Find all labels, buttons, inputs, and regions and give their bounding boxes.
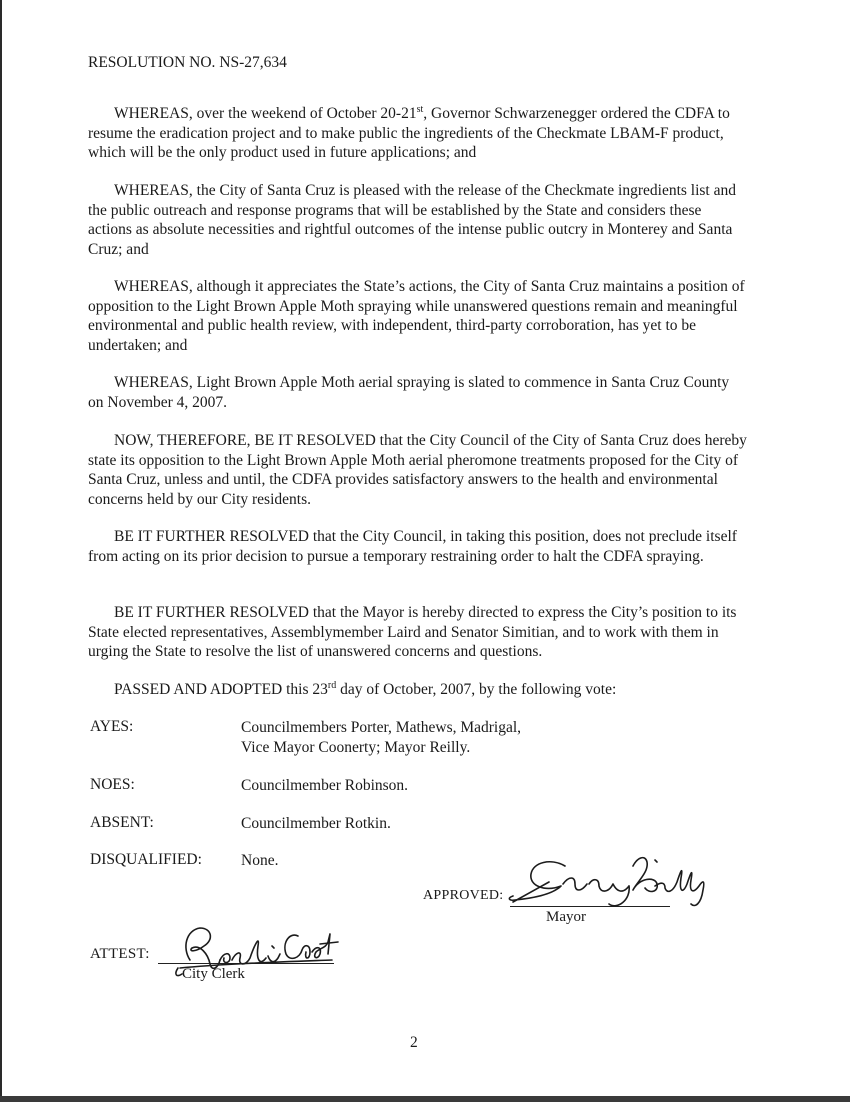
mayor-title: Mayor	[546, 909, 586, 925]
approved-label: APPROVED:	[423, 888, 504, 903]
ayes-label: AYES:	[90, 718, 134, 735]
disqualified-names: None.	[241, 852, 279, 869]
resolved-paragraph-3: BE IT FURTHER RESOLVED that the Mayor is hereby directed to express the City’s position to its State elected representatives, Assemblymember Laird and Senator Simitian, and to work with them in urging the State to resolve the list of unanswered concerns and questions.	[88, 604, 737, 660]
whereas-paragraph-1: WHEREAS, over the weekend of October 20-21st, Governor Schwarzenegger ordered the CDFA to resume the eradication project and to make public the ingredients of the Checkmate LBAM-F product, which will be the only product used in future applications; and	[88, 103, 730, 161]
passed-adopted-paragraph: PASSED AND ADOPTED this 23rd day of October, 2007, by the following vote:	[114, 679, 617, 698]
absent-names: Councilmember Rotkin.	[241, 815, 391, 832]
ordinal-suffix: rd	[327, 679, 337, 691]
city-clerk-title: City Clerk	[182, 966, 245, 982]
whereas-paragraph-4: WHEREAS, Light Brown Apple Moth aerial spraying is slated to commence in Santa Cruz County on November 4, 2007.	[88, 374, 730, 411]
attest-label: ATTEST:	[90, 946, 150, 962]
page-number: 2	[410, 1034, 418, 1051]
whereas-paragraph-2: WHEREAS, the City of Santa Cruz is pleased with the release of the Checkmate ingredients list and the public outreach and response programs that will be established by the State and considers these actions as absolute necessities and rightful outcomes of the intense public outcry in Monterey and Santa Cruz; and	[88, 182, 736, 258]
noes-names: Councilmember Robinson.	[241, 777, 409, 794]
ayes-names: Councilmembers Porter, Mathews, Madrigal, Vice Mayor Coonerty; Mayor Reilly.	[241, 719, 522, 756]
resolution-number: RESOLUTION NO. NS-27,634	[88, 54, 287, 71]
disqualified-label: DISQUALIFIED:	[90, 851, 202, 868]
whereas-paragraph-3: WHEREAS, although it appreciates the State’s actions, the City of Santa Cruz maintains a position of opposition to the Light Brown Apple Moth spraying while unanswered questions remain and meaningful environmental and public health review, with independent, third-party corroboration, has yet to be undertaken; and	[88, 278, 745, 354]
noes-label: NOES:	[90, 776, 135, 793]
resolved-paragraph-1: NOW, THEREFORE, BE IT RESOLVED that the City Council of the City of Santa Cruz does hereby state its opposition to the Light Brown Apple Moth aerial pheromone treatments proposed for the City of Santa Cruz, unless and until, the CDFA provides satisfactory answers to the health and environmental concerns held by our City residents.	[88, 432, 747, 508]
mayor-signature	[505, 848, 715, 920]
ordinal-suffix: st	[416, 103, 424, 115]
absent-label: ABSENT:	[90, 814, 154, 831]
resolved-paragraph-2: BE IT FURTHER RESOLVED that the City Council, in taking this position, does not preclude itself from acting on its prior decision to pursue a temporary restraining order to halt the CDFA spraying.	[88, 528, 737, 565]
